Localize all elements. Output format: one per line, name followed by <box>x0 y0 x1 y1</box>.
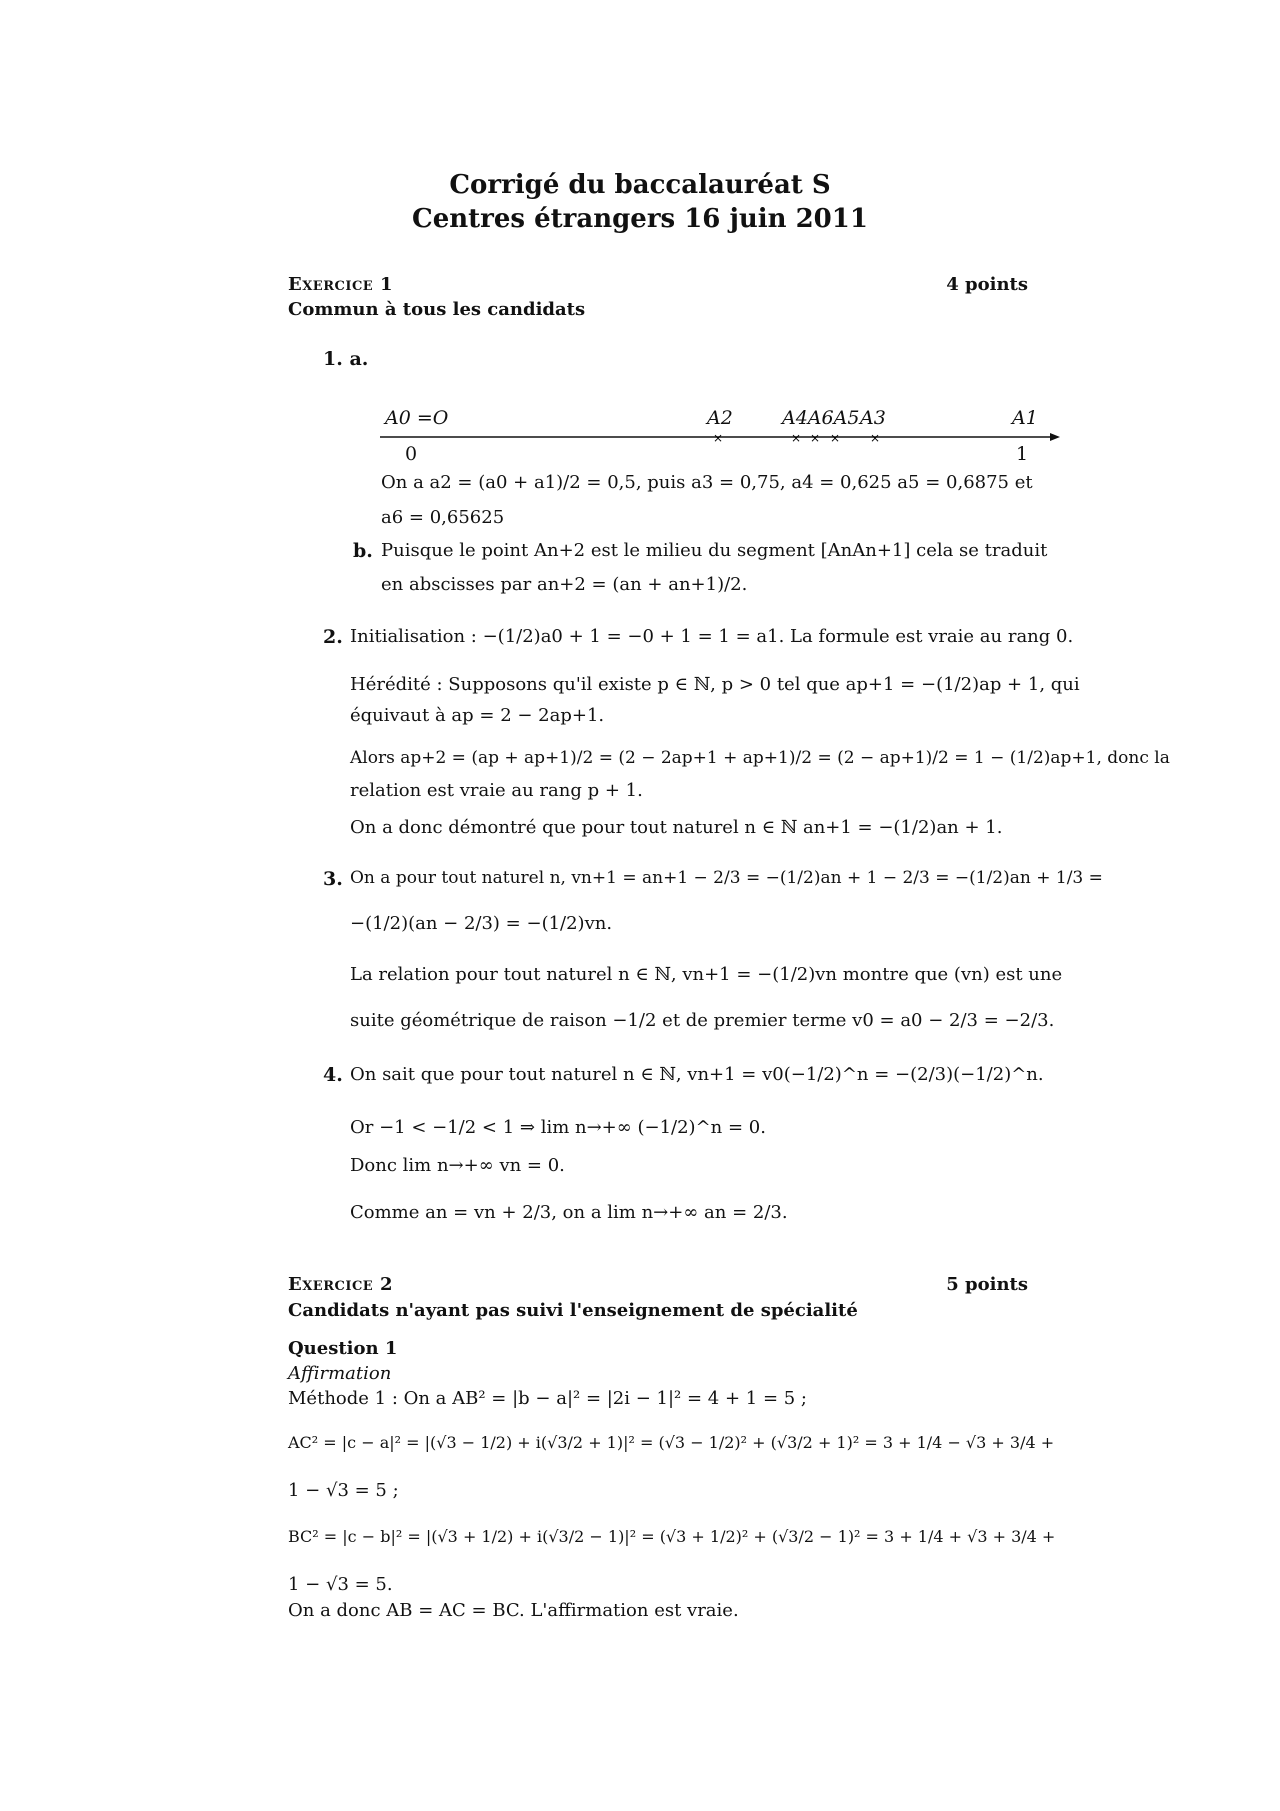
q4-text-2: Or −1 < −1/2 < 1 ⇒ lim n→+∞ (−1/2)^n = 0. <box>350 1117 766 1138</box>
conclusion: On a donc AB = AC = BC. L'affirmation est vraie. <box>288 1600 739 1621</box>
bc-squared-1: BC² = |c − b|² = |(√3 + 1/2) + i(√3/2 − 1)|² = (√3 + 1/2)² + (√3/2 − 1)² = 3 + 1/4 + √3 + 3/4 + <box>288 1527 1056 1546</box>
exercise-2-subtitle: Candidats n'ayant pas suivi l'enseignement de spécialité <box>288 1300 858 1321</box>
q2-heredite-1: Hérédité : Supposons qu'il existe p ∈ ℕ, p > 0 tel que ap+1 = −(1/2)ap + 1, qui <box>350 674 1080 695</box>
label-a1: A1 <box>1012 407 1038 429</box>
exercise-2-name: Exercice 2 <box>288 1274 393 1295</box>
q1a-label: 1. a. <box>323 348 369 370</box>
q1b-label: b. <box>353 540 373 562</box>
ac-squared-2: 1 − √3 = 5 ; <box>288 1480 399 1501</box>
q1a-text-1: On a a2 = (a0 + a1)/2 = 0,5, puis a3 = 0,75, a4 = 0,625 a5 = 0,6875 et <box>381 472 1033 493</box>
q2-heredite-2: équivaut à ap = 2 − 2ap+1. <box>350 705 605 726</box>
title-line-1: Corrigé du baccalauréat S <box>449 170 831 200</box>
q3-text-2: −(1/2)(an − 2/3) = −(1/2)vn. <box>350 913 613 934</box>
q1b-text-2: en abscisses par an+2 = (an + an+1)/2. <box>381 574 748 595</box>
exercise-1-name: Exercice 1 <box>288 274 393 295</box>
point-a6-mark: × <box>809 431 821 445</box>
bc-squared-2: 1 − √3 = 5. <box>288 1574 393 1595</box>
q2-label: 2. <box>323 626 343 648</box>
tick-0: 0 <box>405 443 418 465</box>
tick-1: 1 <box>1016 443 1029 465</box>
label-a3: A3 <box>860 407 886 429</box>
q2-relation: relation est vraie au rang p + 1. <box>350 780 643 801</box>
question-1-title: Question 1 <box>288 1338 398 1359</box>
page-title <box>0 168 1280 236</box>
exercise-1-header <box>288 272 1028 298</box>
ac-squared-1: AC² = |c − a|² = |(√3 − 1/2) + i(√3/2 + 1)|² = (√3 − 1/2)² + (√3/2 + 1)² = 3 + 1/4 − √3 + 3/4 + <box>288 1433 1055 1452</box>
label-a0: A0 =O <box>385 407 449 429</box>
q3-text-1: On a pour tout naturel n, vn+1 = an+1 − 2/3 = −(1/2)an + 1 − 2/3 = −(1/2)an + 1/3 = <box>350 868 1103 888</box>
q3-text-4: suite géométrique de raison −1/2 et de premier terme v0 = a0 − 2/3 = −2/3. <box>350 1010 1055 1031</box>
q4-label: 4. <box>323 1064 343 1086</box>
q4-text-3: Donc lim n→+∞ vn = 0. <box>350 1155 565 1176</box>
label-a4a6a5: A4A6A5 <box>782 407 860 429</box>
q2-initialisation: Initialisation : −(1/2)a0 + 1 = −0 + 1 = 1 = a1. La formule est vraie au rang 0. <box>350 626 1074 647</box>
title-line-2: Centres étrangers 16 juin 2011 <box>412 204 868 234</box>
point-a2-mark: × <box>712 431 724 445</box>
q1a-text-2: a6 = 0,65625 <box>381 507 505 528</box>
q3-label: 3. <box>323 868 343 890</box>
q2-alors: Alors ap+2 = (ap + ap+1)/2 = (2 − 2ap+1 + ap+1)/2 = (2 − ap+1)/2 = 1 − (1/2)ap+1, donc la <box>350 748 1170 768</box>
point-a3-mark: × <box>869 431 881 445</box>
q2-conclusion: On a donc démontré que pour tout naturel n ∈ ℕ an+1 = −(1/2)an + 1. <box>350 817 1003 838</box>
number-line-arrow <box>1050 433 1060 441</box>
label-a2: A2 <box>707 407 733 429</box>
exercise-2-points: 5 points <box>946 1274 1028 1295</box>
methode-1: Méthode 1 : On a AB² = |b − a|² = |2i − 1|² = 4 + 1 = 5 ; <box>288 1388 807 1409</box>
exercise-1-subtitle: Commun à tous les candidats <box>288 299 586 320</box>
exercise-2-header <box>288 1272 1028 1298</box>
affirmation-label: Affirmation <box>288 1363 392 1384</box>
q3-text-3: La relation pour tout naturel n ∈ ℕ, vn+1 = −(1/2)vn montre que (vn) est une <box>350 964 1063 985</box>
point-a4-mark: × <box>790 431 802 445</box>
q1b-text-1: Puisque le point An+2 est le milieu du segment [AnAn+1] cela se traduit <box>381 540 1048 561</box>
q4-text-1: On sait que pour tout naturel n ∈ ℕ, vn+1 = v0(−1/2)^n = −(2/3)(−1/2)^n. <box>350 1064 1044 1085</box>
exercise-1-points: 4 points <box>946 274 1028 295</box>
q4-text-4: Comme an = vn + 2/3, on a lim n→+∞ an = 2/3. <box>350 1202 788 1223</box>
point-a5-mark: × <box>829 431 841 445</box>
